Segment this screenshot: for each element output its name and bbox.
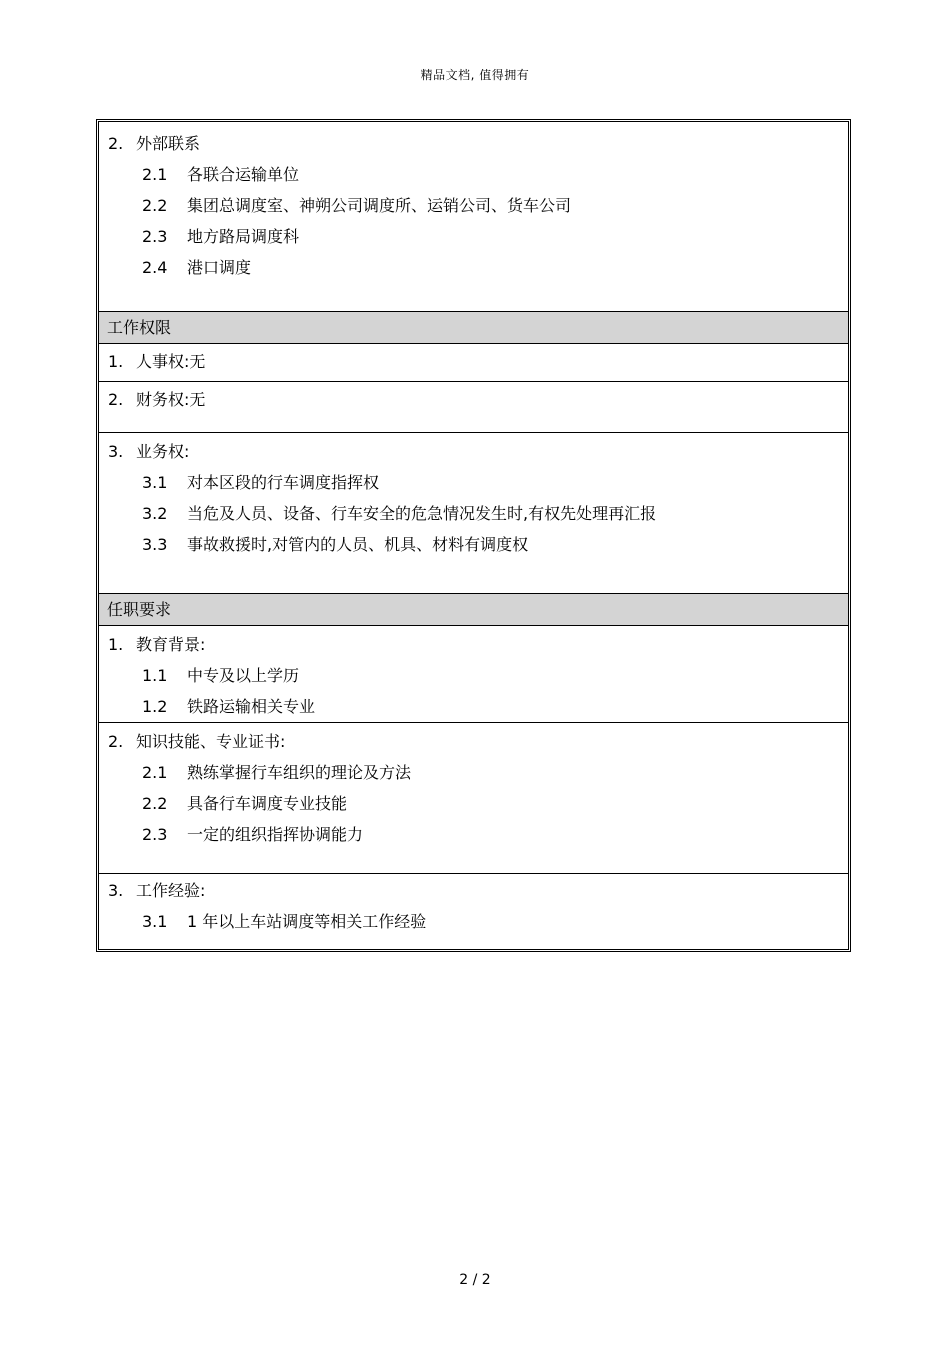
experience-block <box>99 874 848 949</box>
list-item: 2.1 各联合运输单位 <box>142 165 300 184</box>
job-description-table <box>96 119 851 952</box>
page-number: 2 / 2 <box>459 1272 491 1288</box>
section-header-authority: 工作权限 <box>99 312 848 344</box>
list-item: 3.1 1 年以上车站调度等相关工作经验 <box>142 912 427 931</box>
list-item: 3.3 事故救援时,对管内的人员、机具、材料有调度权 <box>142 535 529 554</box>
list-item: 2.2 集团总调度室、神朔公司调度所、运销公司、货车公司 <box>142 196 572 215</box>
list-item: 1.2 铁路运输相关专业 <box>142 697 316 716</box>
list-item: 2.3 一定的组织指挥协调能力 <box>142 825 364 844</box>
finance-authority-block: 2. 财务权:无 <box>99 382 848 433</box>
list-item: 2. 知识技能、专业证书: <box>108 732 286 751</box>
list-item: 1. 教育背景: <box>108 635 206 654</box>
section-header-requirements: 任职要求 <box>99 594 848 626</box>
skills-block <box>99 723 848 874</box>
personnel-authority-block: 1. 人事权:无 <box>99 344 848 382</box>
list-item: 1.1 中专及以上学历 <box>142 666 300 685</box>
education-block <box>99 626 848 723</box>
list-item: 3.1 对本区段的行车调度指挥权 <box>142 473 380 492</box>
list-item: 3.2 当危及人员、设备、行车安全的危急情况发生时,有权先处理再汇报 <box>142 504 657 523</box>
page-header: 精品文档, 值得拥有 <box>420 68 530 82</box>
list-item: 2.4 港口调度 <box>142 258 252 277</box>
business-authority-block <box>99 433 848 594</box>
list-item: 2.3 地方路局调度科 <box>142 227 300 246</box>
list-item: 2.2 具备行车调度专业技能 <box>142 794 348 813</box>
list-item: 2.1 熟练掌握行车组织的理论及方法 <box>142 763 412 782</box>
list-item: 2. 外部联系 <box>108 134 201 153</box>
external-contacts-block <box>99 122 848 312</box>
list-item: 3. 工作经验: <box>108 881 206 900</box>
list-item: 3. 业务权: <box>108 442 190 461</box>
